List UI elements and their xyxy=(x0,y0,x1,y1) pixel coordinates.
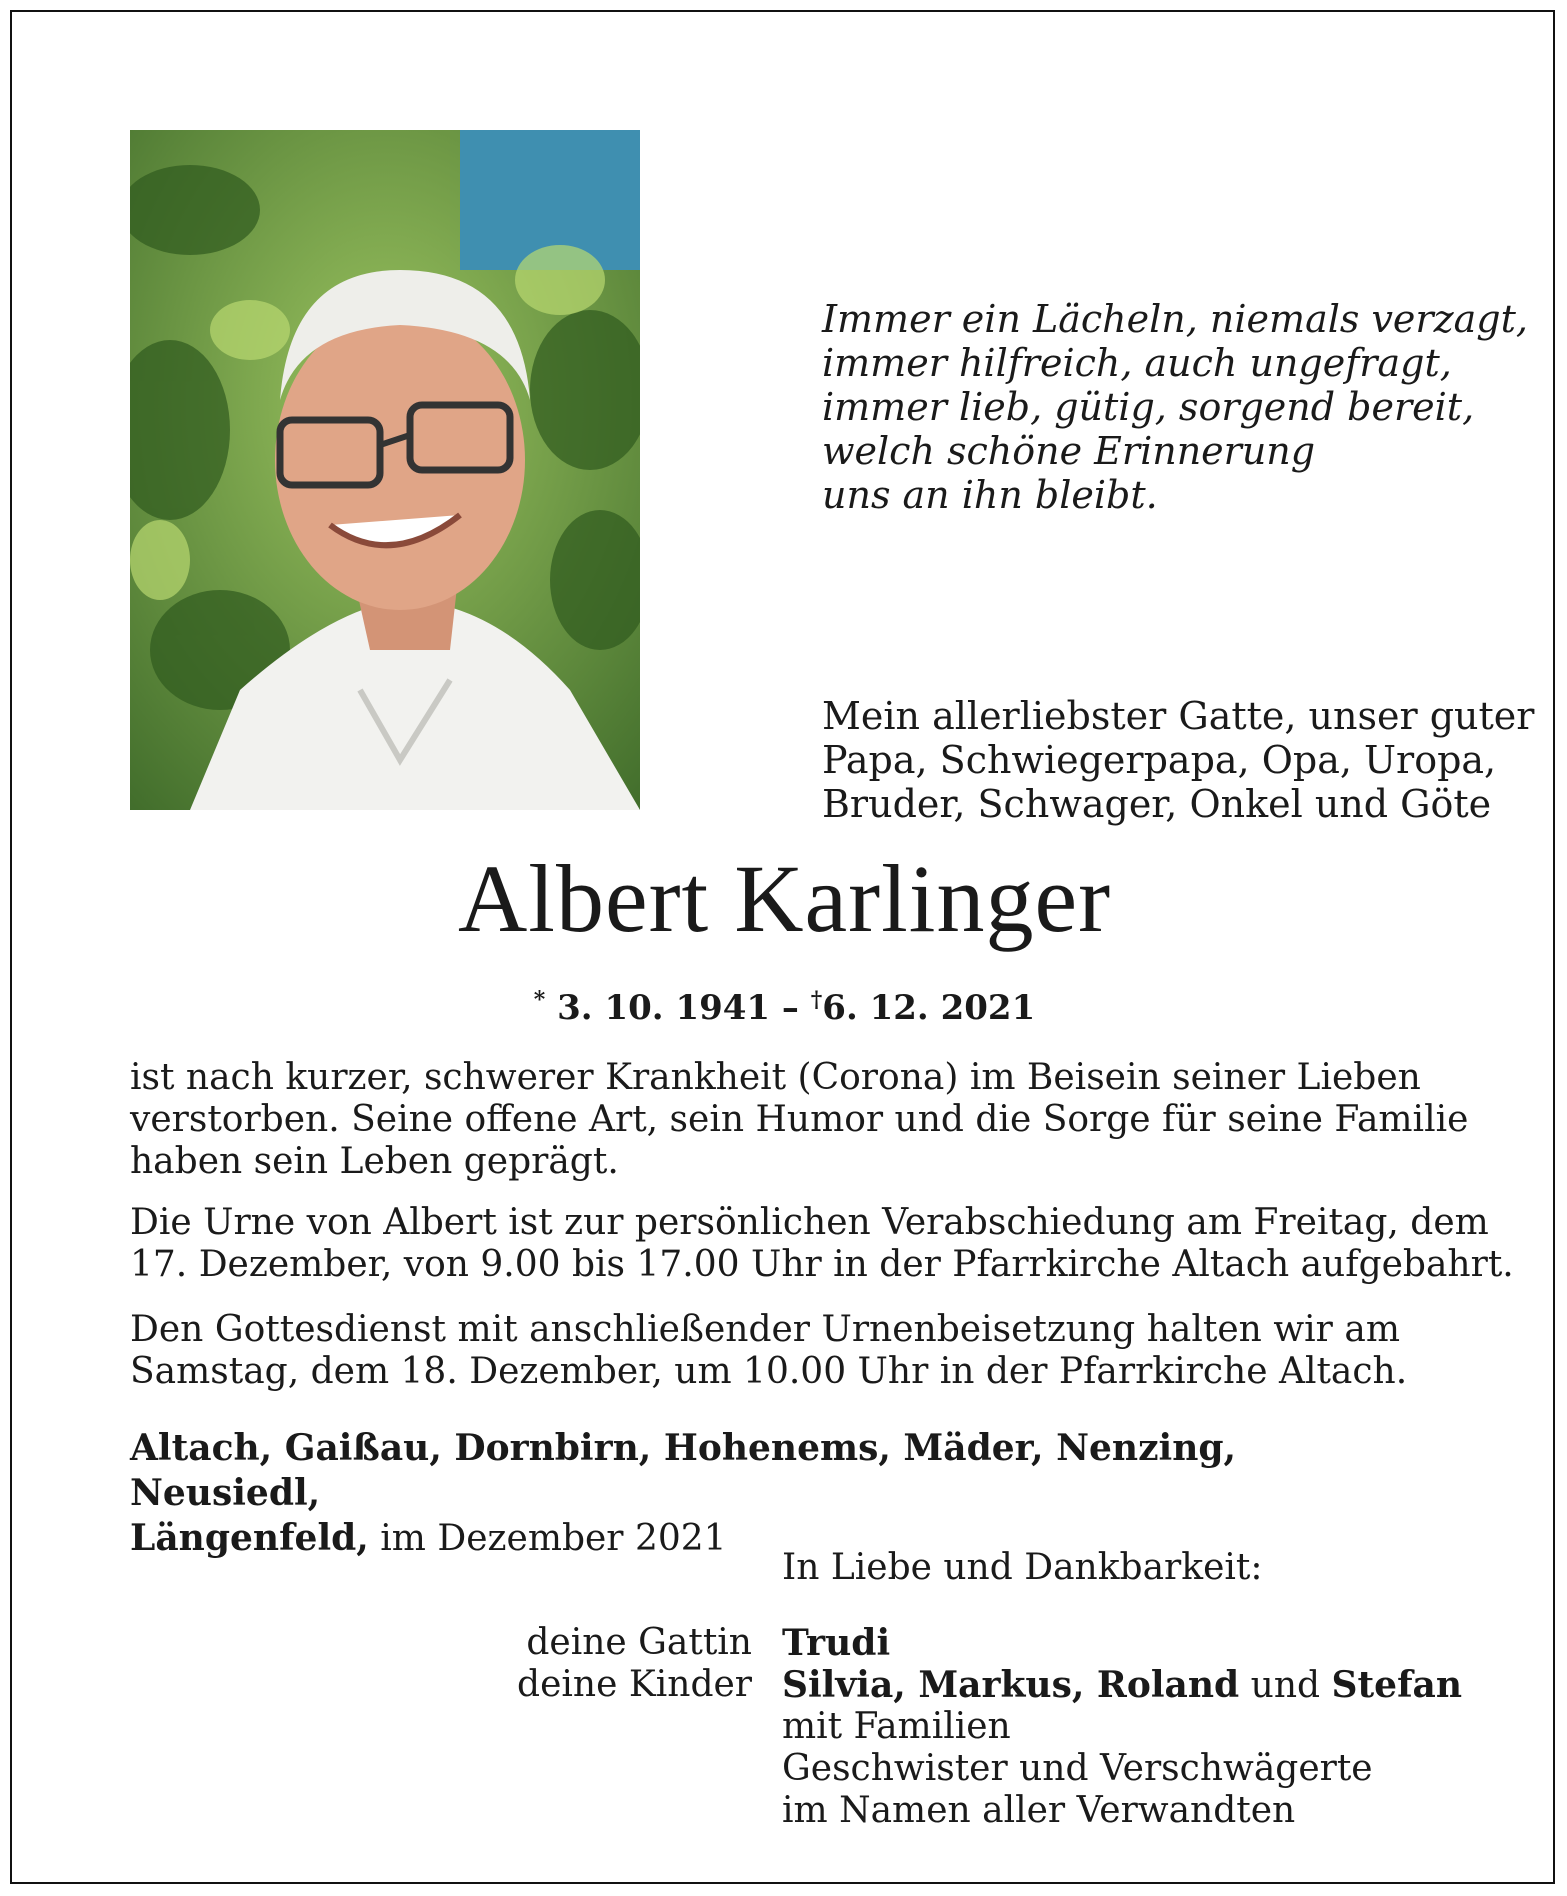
life-dates xyxy=(12,980,1557,1028)
poem-line: welch schöne Erinnerung xyxy=(822,429,1316,473)
relation-line: Papa, Schwiegerpapa, Opa, Uropa, xyxy=(822,738,1497,782)
service-paragraph xyxy=(130,1309,1408,1393)
portrait-photo xyxy=(130,130,640,810)
announcement-paragraph xyxy=(130,1057,1469,1183)
relation-text xyxy=(822,694,1535,826)
date-separator: – xyxy=(781,988,799,1028)
viewing-paragraph xyxy=(130,1202,1514,1286)
children-names xyxy=(782,1664,1462,1707)
relatives-line: im Namen aller Verwandten xyxy=(782,1790,1296,1831)
obituary-notice xyxy=(10,10,1555,1884)
text-line: Die Urne von Albert ist zur persönlichen Verabschiedung am Freitag, dem xyxy=(130,1202,1489,1243)
memorial-poem xyxy=(822,297,1528,517)
spouse-name xyxy=(782,1622,890,1665)
text-line: Den Gottesdienst mit anschließender Urnenbeisetzung halten wir am xyxy=(130,1309,1400,1350)
poem-line: immer hilfreich, auch ungefragt, xyxy=(822,341,1452,385)
place-date: im Dezember 2021 xyxy=(368,1518,727,1559)
death-date: 6. 12. 2021 xyxy=(822,988,1036,1028)
children-names-b: Stefan xyxy=(1331,1664,1463,1706)
poem-line: Immer ein Lächeln, niemals verzagt, xyxy=(822,297,1528,341)
deceased-name: Albert Karlinger xyxy=(457,845,1112,952)
relation-line: Bruder, Schwager, Onkel und Göte xyxy=(822,782,1492,826)
death-symbol: † xyxy=(810,987,823,1013)
places-line-bold: Längenfeld, xyxy=(130,1517,369,1559)
spouse-name-text: Trudi xyxy=(782,1622,891,1664)
places-line: Altach, Gaißau, Dornbirn, Hohenems, Mäder, Nenzing, Neusiedl, xyxy=(130,1427,1237,1514)
portrait-illustration xyxy=(130,130,640,810)
text-line: haben sein Leben geprägt. xyxy=(130,1141,619,1182)
text-line: ist nach kurzer, schwerer Krankheit (Corona) im Beisein seiner Lieben xyxy=(130,1057,1421,1098)
siblings-line: Geschwister und Verschwägerte xyxy=(782,1748,1373,1789)
text-line: 17. Dezember, von 9.00 bis 17.00 Uhr in der Pfarrkirche Altach aufgebahrt. xyxy=(130,1244,1514,1285)
birth-date: 3. 10. 1941 xyxy=(557,988,771,1028)
poem-line: uns an ihn bleibt. xyxy=(822,473,1158,517)
children-and: und xyxy=(1239,1665,1332,1706)
signature-intro: In Liebe und Dankbarkeit: xyxy=(782,1547,1263,1588)
text-line: Samstag, dem 18. Dezember, um 10.00 Uhr in der Pfarrkirche Altach. xyxy=(130,1351,1408,1392)
children-label: deine Kinder xyxy=(517,1664,752,1705)
spouse-label: deine Gattin xyxy=(526,1622,752,1663)
families-line: mit Familien xyxy=(782,1706,1011,1747)
poem-line: immer lieb, gütig, sorgend bereit, xyxy=(822,385,1475,429)
birth-symbol: * xyxy=(533,987,546,1013)
places-and-date xyxy=(130,1426,1400,1561)
relation-line: Mein allerliebster Gatte, unser guter xyxy=(822,694,1535,738)
children-names-a: Silvia, Markus, Roland xyxy=(782,1664,1240,1706)
text-line: verstorben. Seine offene Art, sein Humor und die Sorge für seine Familie xyxy=(130,1099,1469,1140)
